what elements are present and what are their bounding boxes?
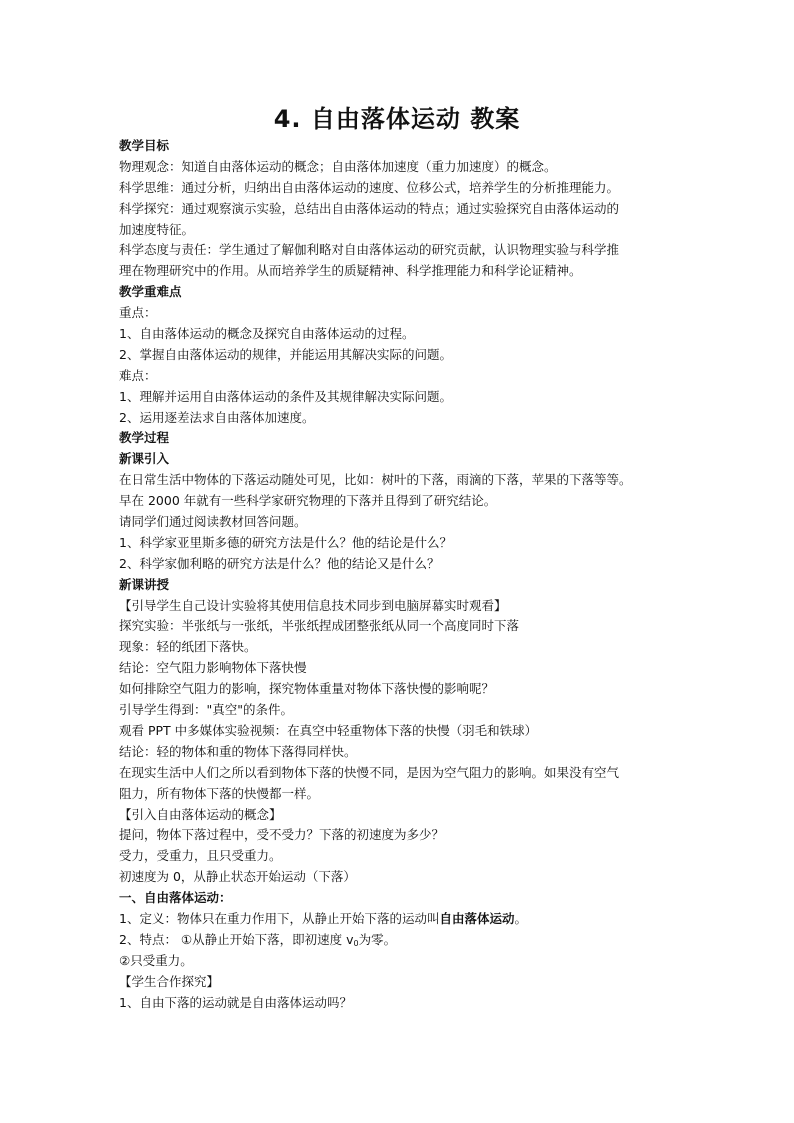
text-line: 在日常生活中物体的下落运动随处可见，比如：树叶的下落，雨滴的下落，苹果的下落等等。 xyxy=(119,472,632,488)
text-line: 科学探究：通过观察演示实验，总结出自由落体运动的特点；通过实验探究自由落体运动的 xyxy=(119,200,620,216)
text-line: 阻力，所有物体下落的快慢都一样。 xyxy=(119,785,320,801)
text-line: 1、自由下落的运动就是自由落体运动吗？ xyxy=(119,994,352,1010)
text-line: 初速度为 0，从静止状态开始运动（下落） xyxy=(119,869,356,885)
text-segment: 1、定义：物体只在重力作用下，从静止开始下落的运动叫 xyxy=(119,910,440,926)
section-heading: 一、自由落体运动： xyxy=(119,890,232,906)
text-line: 受力，受重力，且只受重力。 xyxy=(119,848,282,864)
text-line: 引导学生得到："真空"的条件。 xyxy=(119,702,293,718)
text-line: 请同学们通过阅读教材回答问题。 xyxy=(119,514,307,530)
text-segment: 2、特点： ①从静止开始下落，即初速度 v xyxy=(119,931,354,947)
subscript: 0 xyxy=(353,938,359,948)
section-heading: 教学目标 xyxy=(119,138,170,153)
section-heading: 教学过程 xyxy=(119,430,170,446)
text-line: 理在物理研究中的作用。从而培养学生的质疑精神、科学推理能力和科学论证精神。 xyxy=(119,263,582,279)
text-line: 在现实生活中人们之所以看到物体下落的快慢不同，是因为空气阻力的影响。如果没有空气 xyxy=(119,764,620,780)
text-line: 观看 PPT 中多媒体实验视频：在真空中轻重物体下落的快慢（羽毛和铁球） xyxy=(119,722,538,738)
section-heading: 教学重难点 xyxy=(119,284,182,300)
document-title: 4. 自由落体运动 教案 xyxy=(273,105,521,133)
text-line: 加速度特征。 xyxy=(119,221,195,237)
text-segment: 为零。 xyxy=(358,931,397,947)
text-line: 【引导学生自己设计实验将其使用信息技术同步到电脑屏幕实时观看】 xyxy=(119,597,507,613)
text-line: 科学态度与责任：学生通过了解伽利略对自由落体运动的研究贡献，认识物理实验与科学推 xyxy=(119,242,620,258)
text-line: ②只受重力。 xyxy=(119,952,193,968)
text-line: 结论：空气阻力影响物体下落快慢 xyxy=(119,660,307,676)
text-line: 早在 2000 年就有一些科学家研究物理的下落并且得到了研究结论。 xyxy=(119,493,497,509)
text-line: 如何排除空气阻力的影响，探究物体重量对物体下落快慢的影响呢？ xyxy=(119,681,495,697)
text-line: 提问，物体下落过程中，受不受力？下落的初速度为多少？ xyxy=(119,827,445,843)
text-line xyxy=(119,930,679,951)
text-line: 难点： xyxy=(119,367,157,383)
text-line: 2、掌握自由落体运动的规律，并能运用其解决实际的问题。 xyxy=(119,346,452,362)
text-line: 重点： xyxy=(119,305,157,321)
text-line: 1、科学家亚里斯多德的研究方法是什么？他的结论是什么？ xyxy=(119,534,452,550)
text-line: 【引入自由落体运动的概念】 xyxy=(119,806,282,822)
text-line: 结论：轻的物体和重的物体下落得同样快。 xyxy=(119,743,357,759)
text-line: 现象：轻的纸团下落快。 xyxy=(119,639,257,655)
text-line: 物理观念：知道自由落体运动的概念；自由落体加速度（重力加速度）的概念。 xyxy=(119,158,557,174)
text-line: 1、理解并运用自由落体运动的条件及其规律解决实际问题。 xyxy=(119,388,452,404)
bold-term: 自由落体运动 xyxy=(439,910,515,926)
text-line xyxy=(119,909,679,930)
text-line: 2、科学家伽利略的研究方法是什么？他的结论又是什么？ xyxy=(119,555,440,571)
text-line: 科学思维：通过分析，归纳出自由落体运动的速度、位移公式，培养学生的分析推理能力。 xyxy=(119,179,620,195)
text-line: 1、自由落体运动的概念及探究自由落体运动的过程。 xyxy=(119,326,415,342)
document-body xyxy=(119,136,679,1013)
text-line: 【学生合作探究】 xyxy=(119,973,220,989)
text-segment: 。 xyxy=(514,910,527,926)
section-heading: 新课引入 xyxy=(119,451,170,467)
text-line: 2、运用逐差法求自由落体加速度。 xyxy=(119,409,315,425)
text-line: 探究实验：半张纸与一张纸，半张纸捏成团整张纸从同一个高度同时下落 xyxy=(119,618,520,634)
section-heading: 新课讲授 xyxy=(119,576,170,592)
